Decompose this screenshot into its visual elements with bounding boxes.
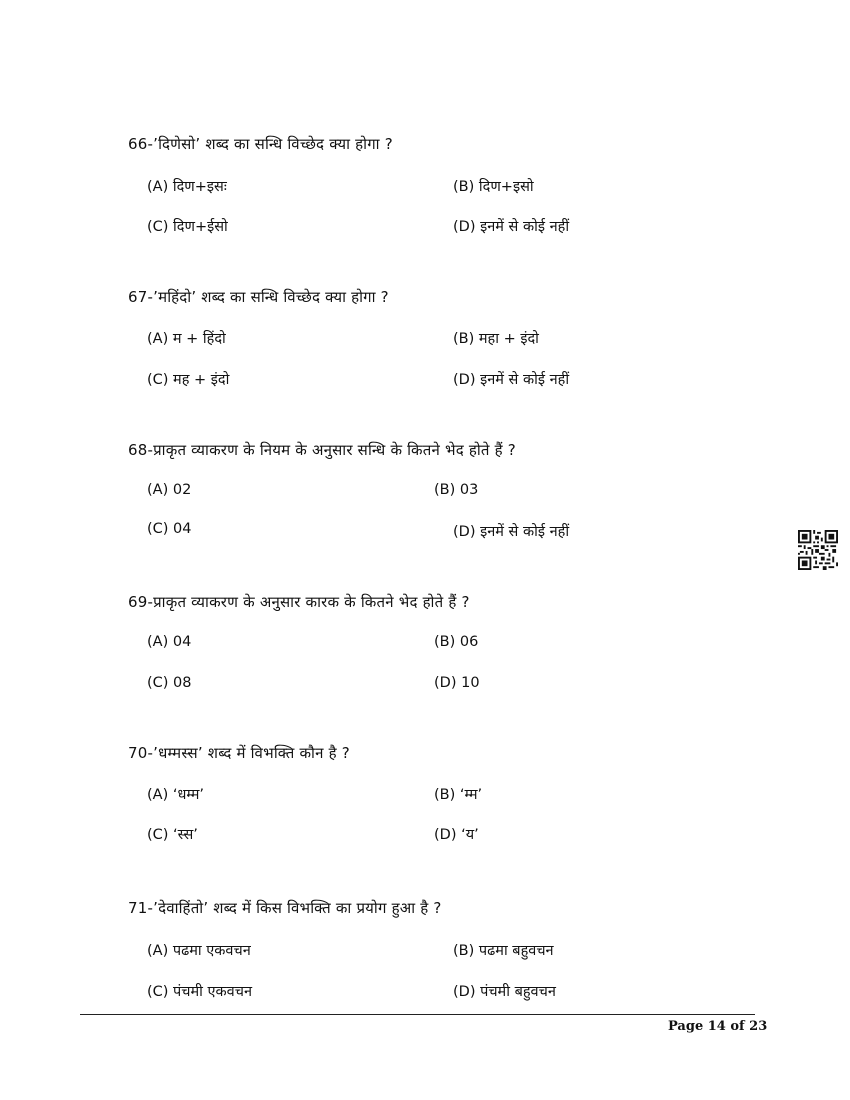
- q70-option-b: (B) ‘म्म’: [434, 787, 483, 803]
- q69-option-b: (B) 06: [434, 634, 479, 650]
- q68-option-c: (C) 04: [147, 521, 192, 537]
- question-69: 69-प्राकृत व्याकरण के अनुसार कारक के कितने भेद होते हैं ?: [128, 593, 470, 611]
- question-71: 71-’देवाहिंतो’ शब्द में किस विभक्ति का प्रयोग हुआ है ?: [128, 899, 442, 917]
- q70-option-d: (D) ‘य’: [434, 827, 479, 843]
- q69-option-d: (D) 10: [434, 675, 480, 691]
- qr-code-icon: [798, 530, 838, 570]
- q71-option-d: (D) पंचमी बहुवचन: [453, 984, 556, 1000]
- q68-option-d: (D) इनमें से कोई नहीं: [453, 524, 570, 540]
- q67-option-d: (D) इनमें से कोई नहीं: [453, 372, 570, 388]
- page-number: Page 14 of 23: [668, 1019, 768, 1034]
- q69-option-c: (C) 08: [147, 675, 192, 691]
- q66-option-d: (D) इनमें से कोई नहीं: [453, 219, 570, 235]
- q68-option-b: (B) 03: [434, 482, 479, 498]
- q71-option-b: (B) पढमा बहुवचन: [453, 943, 554, 959]
- q69-option-a: (A) 04: [147, 634, 192, 650]
- footer-divider: [80, 1014, 755, 1015]
- q66-option-c: (C) दिण+ईसो: [147, 219, 228, 235]
- q68-option-a: (A) 02: [147, 482, 192, 498]
- q71-option-a: (A) पढमा एकवचन: [147, 943, 251, 959]
- q70-option-c: (C) ‘स्स’: [147, 827, 198, 843]
- q71-option-c: (C) पंचमी एकवचन: [147, 984, 252, 1000]
- q67-option-b: (B) महा + इंदो: [453, 331, 539, 347]
- q66-option-a: (A) दिण+इसः: [147, 179, 227, 195]
- question-70: 70-’धम्मस्स’ शब्द में विभक्ति कौन है ?: [128, 744, 350, 762]
- q70-option-a: (A) ‘धम्म’: [147, 787, 204, 803]
- question-66: 66-’दिणेसो’ शब्द का सन्धि विच्छेद क्या होगा ?: [128, 135, 393, 153]
- q66-option-b: (B) दिण+इसो: [453, 179, 534, 195]
- q67-option-a: (A) म + हिंदो: [147, 331, 226, 347]
- question-68: 68-प्राकृत व्याकरण के नियम के अनुसार सन्धि के कितने भेद होते हैं ?: [128, 441, 516, 459]
- q67-option-c: (C) मह + इंदो: [147, 372, 230, 388]
- question-67: 67-’महिंदो’ शब्द का सन्धि विच्छेद क्या होगा ?: [128, 288, 389, 306]
